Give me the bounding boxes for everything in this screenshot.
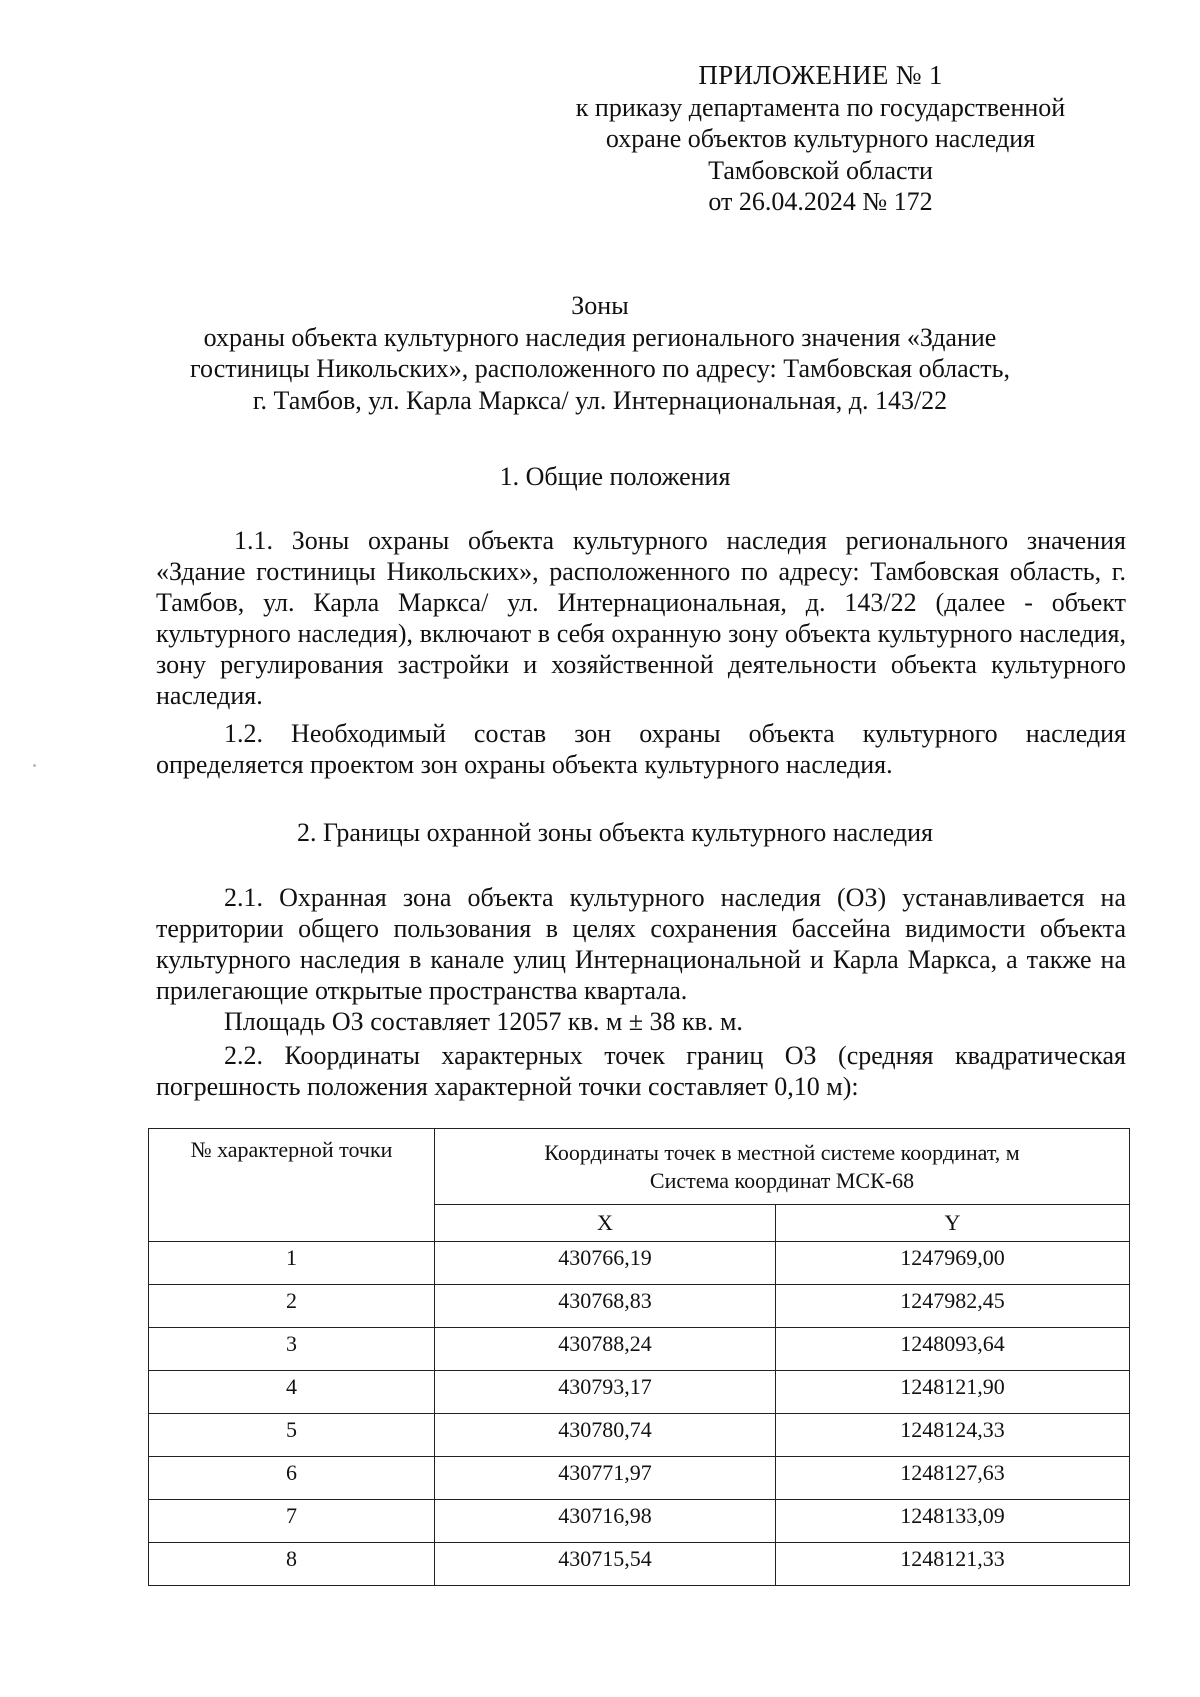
col-coords-line2: Система координат МСК-68 [649,1168,915,1193]
appendix-date: от 26.04.2024 № 172 [708,187,933,216]
col-coords-header [435,1129,1130,1205]
coord-y: 1248127,63 [776,1457,1130,1500]
coord-y: 1248121,33 [776,1543,1130,1586]
coord-x: 430793,17 [435,1371,776,1414]
title-word: Зоны [571,291,629,320]
coord-y: 1248093,64 [776,1328,1130,1371]
point-number: 8 [149,1543,435,1586]
title-line: гостиницы Никольских», расположенного по адресу: Тамбовская область, [190,354,1010,383]
title-line: г. Тамбов, ул. Карла Маркса/ ул. Интернациональная, д. 143/22 [252,385,948,415]
coord-y: 1247982,45 [776,1285,1130,1328]
paragraph-2-1-text: 2.1. Охранная зона объекта культурного наследия (ОЗ) устанавливается на территории общего пользования в целях сохранения бассейна видимости объекта культурного наследия в канале улиц Интернациональной и Карла Маркса, а также на прилегающие открытые пространства квартала. [156,883,1126,1005]
table-row [149,1285,1130,1328]
section-2-heading: 2. Границы охранной зоны объекта культурного наследия [296,818,934,847]
coord-x: 430716,98 [435,1500,776,1543]
table-row [149,1414,1130,1457]
coord-x: 430715,54 [435,1543,776,1586]
point-number: 2 [149,1285,435,1328]
paragraph-1-2-text: 1.2. Необходимый состав зон охраны объекта культурного наследия определяется проектом зон охраны объекта культурного наследия. [156,719,1126,779]
section-1-heading: 1. Общие положения [499,462,731,491]
point-number: 5 [149,1414,435,1457]
appendix-line: охране объектов культурного наследия [605,124,1036,153]
table-row [149,1242,1130,1285]
paragraph-2-1 [156,882,1126,1006]
coord-x: 430788,24 [435,1328,776,1371]
appendix-line: к приказу департамента по государственной [575,92,1066,122]
paragraph-1-1 [156,525,1126,711]
coord-y: 1248124,33 [776,1414,1130,1457]
table-row [149,1371,1130,1414]
col-x-header: X [435,1205,776,1242]
table-row [149,1328,1130,1371]
title-line: охраны объекта культурного наследия регионального значения «Здание [203,322,997,352]
point-number: 3 [149,1328,435,1371]
coordinates-table-wrap [148,1128,1130,1586]
point-number: 1 [149,1242,435,1285]
appendix-header [548,60,1093,218]
coord-x: 430768,83 [435,1285,776,1328]
point-number: 6 [149,1457,435,1500]
paragraph-1-1-text: 1.1. Зоны охраны объекта культурного наследия регионального значения «Здание гостиницы Никольских», расположенного по адресу: Тамбовская область, г. Тамбов, ул. Карла Маркса/ ул. Интернациональная, д. 143/22 (далее - объект культурного наследия), включают в себя охранную зону объекта культурного наследия, зону регулирования застройки и хозяйственной деятельности объекта культурного наследия. [156,526,1126,710]
paragraph-2-2-text: 2.2. Координаты характерных точек границ ОЗ (средняя квадратическая погрешность положения характерной точки составляет 0,10 м): [156,1041,1126,1101]
appendix-line: Тамбовской области [708,155,933,185]
table-row [149,1543,1130,1586]
coord-x: 430780,74 [435,1414,776,1457]
paragraph-2-2 [156,1040,1126,1102]
coord-x: 430771,97 [435,1457,776,1500]
coord-y: 1247969,00 [776,1242,1130,1285]
coordinates-table [148,1128,1130,1586]
coord-x: 430766,19 [435,1242,776,1285]
area-statement-text: Площадь ОЗ составляет 12057 кв. м ± 38 кв. м. [224,1007,743,1036]
col-coords-line1: Координаты точек в местной системе координат, м [544,1140,1020,1165]
coord-y: 1248121,90 [776,1371,1130,1414]
margin-speck [33,764,36,767]
area-statement [156,1006,1126,1037]
col-point-header: № характерной точки [149,1129,435,1242]
table-row [149,1457,1130,1500]
appendix-heading: ПРИЛОЖЕНИЕ № 1 [698,60,943,90]
paragraph-1-2 [156,718,1126,780]
point-number: 7 [149,1500,435,1543]
coord-y: 1248133,09 [776,1500,1130,1543]
point-number: 4 [149,1371,435,1414]
col-y-header: Y [776,1205,1130,1242]
document-title [150,290,1050,416]
table-row [149,1500,1130,1543]
